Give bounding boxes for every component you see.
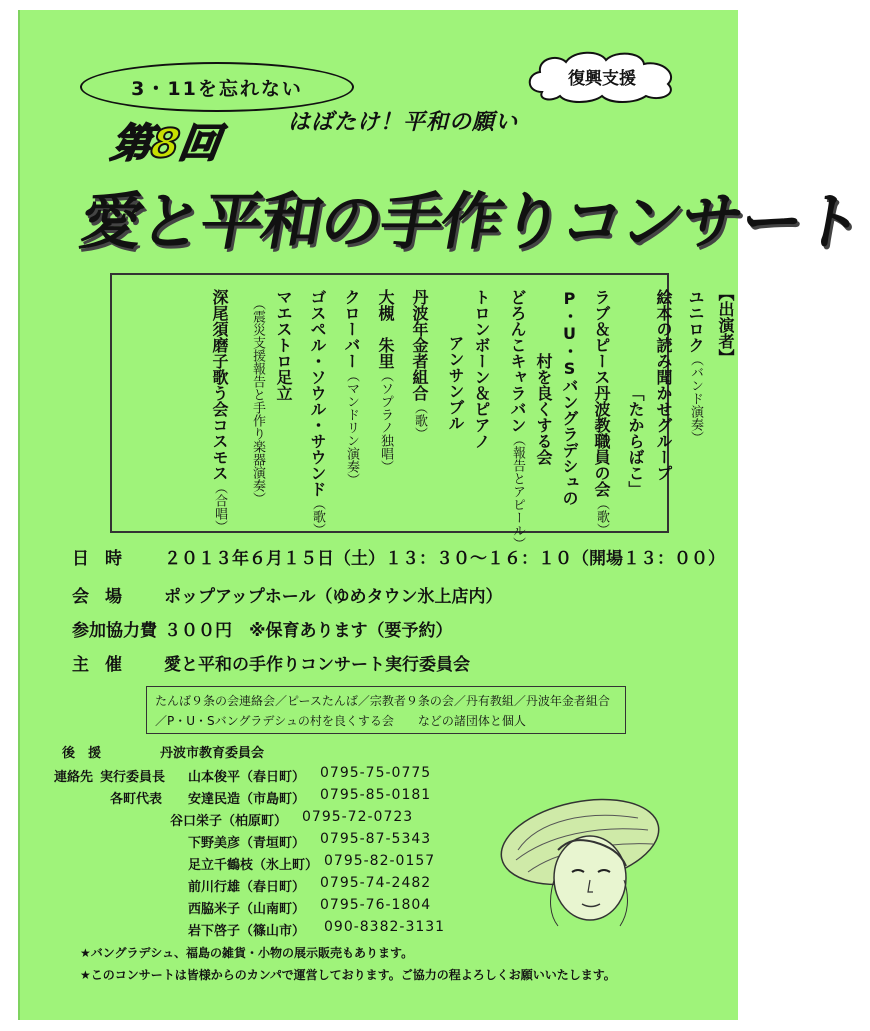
contact-name: 岩下啓子（篠山市） (188, 924, 306, 939)
performer-column: P・U・Sバングラデシュの (560, 289, 579, 506)
performer-column: （震災支援報告と手作り楽器演奏） (250, 297, 265, 505)
contact-label: 連絡先 (54, 770, 94, 785)
datetime-row (72, 544, 725, 569)
flyer-sheet (18, 10, 868, 1020)
performer-column: ユニロク（バンド演奏） (686, 289, 705, 444)
performer-column: 「たからばこ」 (626, 385, 645, 497)
performer-column: 村を良くする会 (534, 353, 553, 465)
contact-name: 山本俊平（春日町） (188, 770, 306, 785)
contact-phone: 0795-76-1804 (320, 897, 432, 913)
recovery-support-cloud (522, 48, 682, 104)
contact-phone: 0795-82-0157 (324, 853, 436, 869)
performer-column: 深尾須磨子歌う会コスモス（合唱） (210, 289, 229, 533)
host-row (72, 650, 470, 675)
contact-name: 西脇米子（山南町） (188, 902, 306, 917)
contact-phone: 0795-72-0723 (302, 809, 414, 825)
performer-column: アンサンブル (446, 335, 465, 431)
fee-value: ３００円 ※保育あります（要予約） (164, 621, 453, 641)
contact-phone: 0795-85-0181 (320, 787, 432, 803)
contact-name: 下野美彦（青垣町） (188, 836, 306, 851)
contact-phone: 090-8382-3131 (324, 919, 446, 935)
fee-row (72, 616, 453, 641)
fee-label: 参加協力費 (72, 621, 157, 641)
contact-name: 安達民造（市島町） (188, 792, 306, 807)
concert-title: 愛と平和の手作りコンサート (74, 185, 868, 258)
performer-column: どろんこキャラバン（報告とアピール） (508, 289, 527, 550)
performer-column: 大槻 朱里（ソプラノ独唱） (376, 289, 395, 473)
performer-column: クローバー（マンドリン演奏） (342, 289, 361, 486)
venue-row (72, 582, 502, 607)
performer-column: 絵本の読み聞かせグループ (654, 289, 673, 481)
contact-phone: 0795-74-2482 (320, 875, 432, 891)
oval-text: 3・11を忘れない (131, 77, 303, 100)
contact-role: 各町代表 (110, 792, 163, 807)
cloud-text: 復興支援 (568, 68, 636, 89)
contact-role: 実行委員長 (100, 770, 166, 785)
organizations-line: たんば９条の会連絡会／ピースたんば／宗教者９条の会／丹有教組／丹波年金者組合 (155, 694, 610, 708)
performer-column: マエストロ足立 (274, 289, 293, 401)
girl-with-hat-illustration (498, 780, 668, 930)
support-value: 丹波市教育委員会 (160, 746, 265, 761)
performer-column: ラブ＆ピース丹波教職員の会（歌） (592, 289, 611, 536)
contact-phone: 0795-75-0775 (320, 765, 432, 781)
contact-phone: 0795-87-5343 (320, 831, 432, 847)
datetime-value: ２０１３年６月１５日（土）１３：３０〜１６：１０（開場１３：００） (164, 549, 725, 569)
venue-label: 会場 (72, 587, 138, 607)
host-label: 主催 (72, 655, 138, 675)
performer-column: ゴスペル・ソウル・サウンド（歌） (308, 289, 327, 536)
performers-box (110, 273, 735, 550)
contact-name: 谷口栄子（柏原町） (170, 814, 288, 829)
footnote: ★バングラデシュ、福島の雑貨・小物の展示販売もあります。 (80, 946, 414, 960)
venue-value: ポップアップホール（ゆめタウン氷上店内） (164, 587, 503, 607)
performer-column: 丹波年金者組合（歌） (410, 289, 429, 440)
edition-number: 第8回 (108, 121, 223, 167)
support-label: 後 援 (62, 746, 102, 761)
subtitle: はばたけ！平和の願い (288, 110, 519, 135)
performers-heading: 【出演者】 (716, 285, 735, 365)
contact-name: 前川行雄（春日町） (188, 880, 306, 895)
performer-column: トロンボーン＆ピアノ (472, 289, 491, 449)
footnote: ★このコンサートは皆様からのカンパで運営しております。ご協力の程よろしくお願いいたします。 (80, 968, 616, 982)
organizations-box (146, 686, 626, 734)
datetime-label: 日時 (72, 549, 138, 569)
contact-name: 足立千鶴枝（氷上町） (188, 858, 319, 873)
organizations-line: ／P・U・Sバングラデシュの村を良くする会 などの諸団体と個人 (155, 714, 526, 728)
host-value: 愛と平和の手作りコンサート実行委員会 (164, 655, 470, 675)
